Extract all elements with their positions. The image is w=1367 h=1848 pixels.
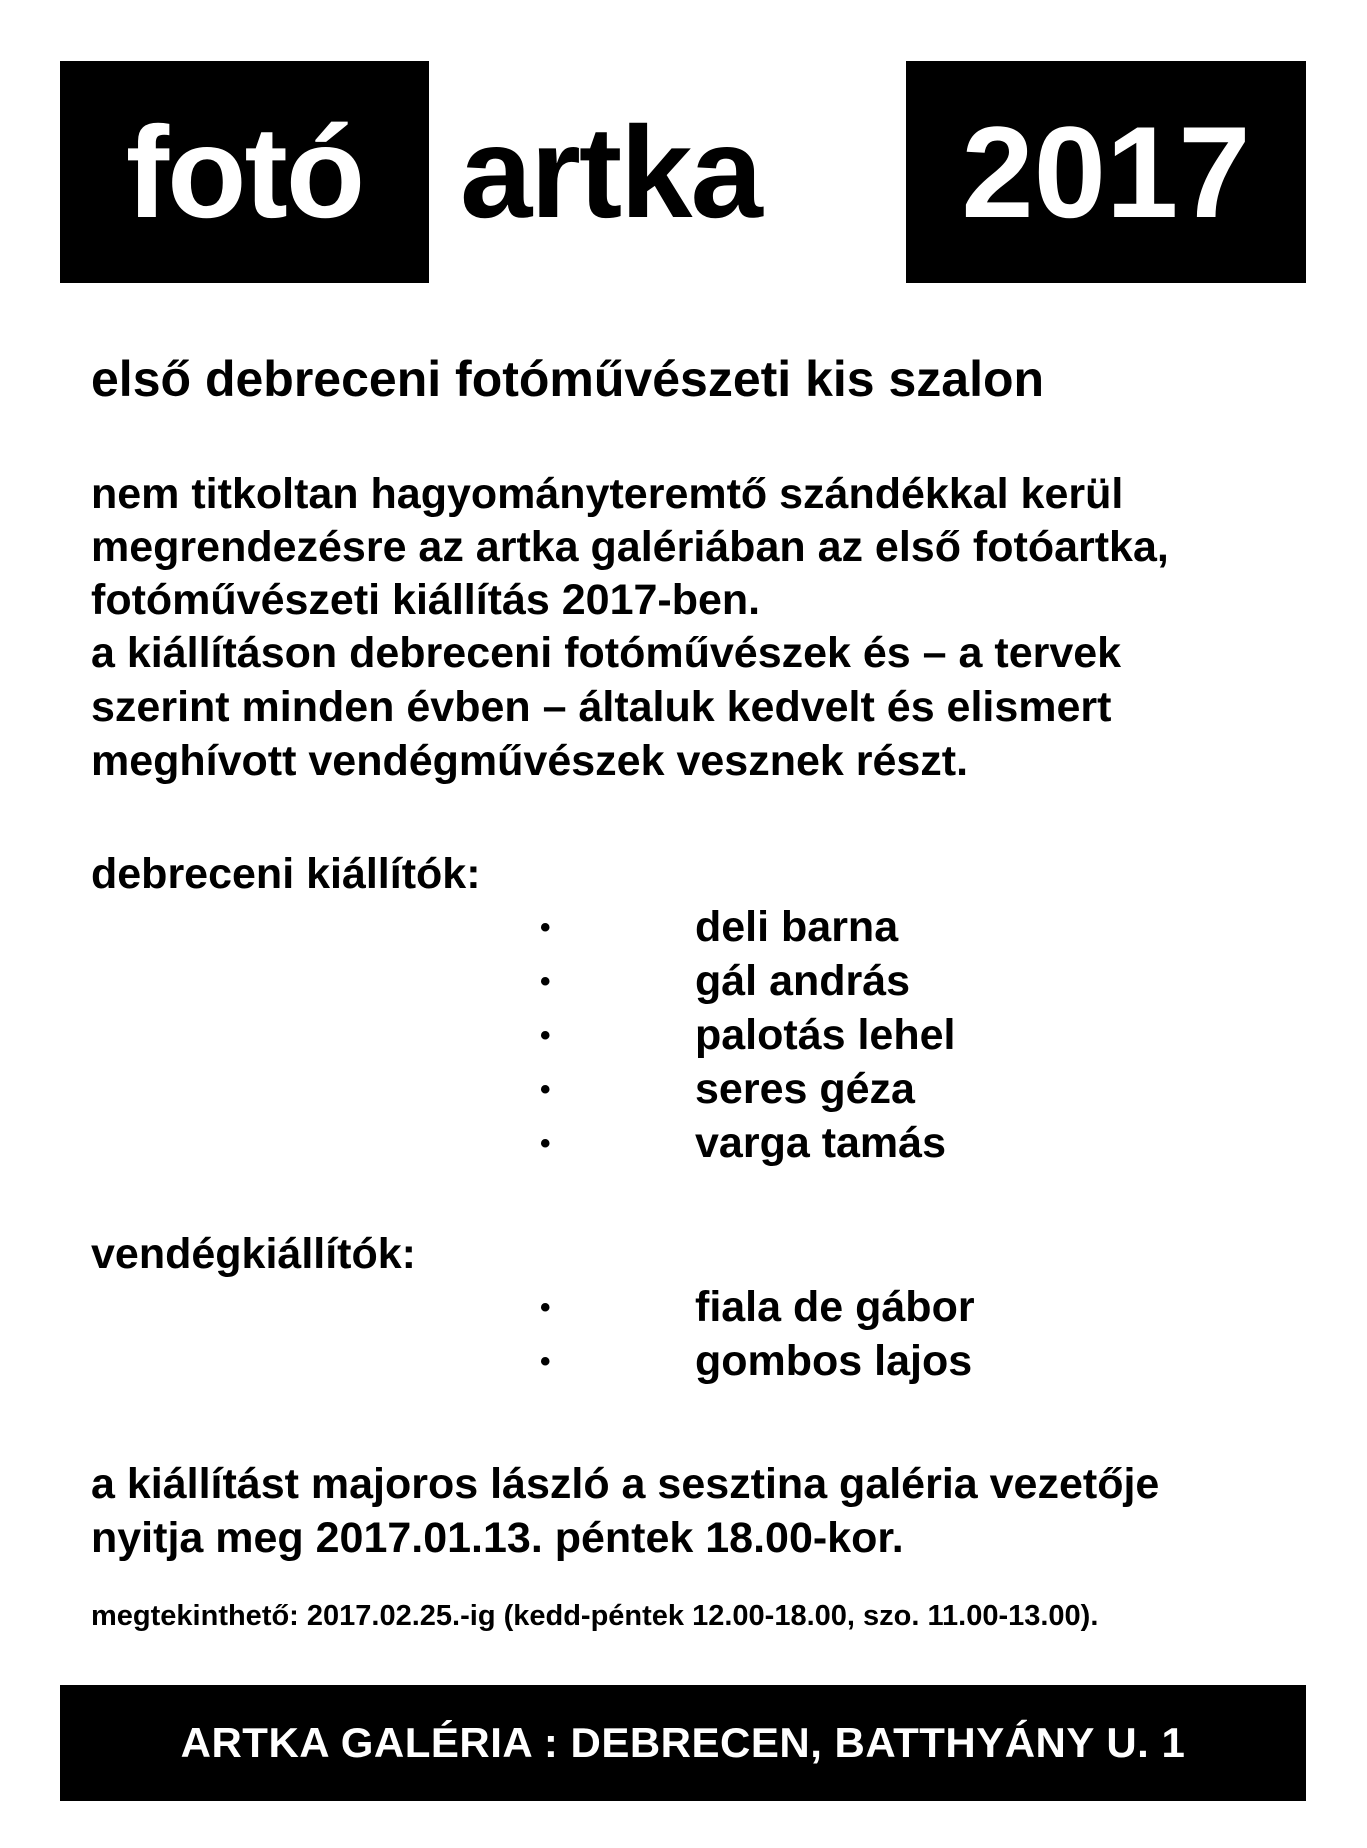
bullet: • (540, 1291, 551, 1324)
title-foto-block (60, 61, 429, 283)
exhibitor-name: varga tamás (695, 1119, 946, 1167)
bullet: • (540, 1019, 551, 1052)
list-item (0, 903, 1367, 957)
bullet: • (540, 911, 551, 944)
intro-line: fotóművészeti kiállítás 2017-ben. (91, 576, 761, 624)
title-year-text: 2017 (961, 99, 1251, 245)
list-item (0, 1065, 1367, 1119)
exhibitor-name: fiala de gábor (695, 1283, 975, 1331)
subtitle: első debreceni fotóművészeti kis szalon (91, 351, 1045, 407)
local-exhibitors-heading: debreceni kiállítók: (91, 850, 481, 898)
viewing-hours: megtekinthető: 2017.02.25.-ig (kedd-péntek 12.00-18.00, szo. 11.00-13.00). (91, 1600, 1099, 1632)
list-item (0, 1283, 1367, 1337)
intro-line: meghívott vendégművészek vesznek részt. (91, 737, 969, 785)
intro-line: megrendezésre az artka galériában az első fotóartka, (91, 523, 1169, 571)
intro-line: nem titkoltan hagyományteremtő szándékkal kerül (91, 470, 1124, 518)
exhibitor-name: deli barna (695, 903, 899, 951)
footer-address-bar (60, 1685, 1306, 1801)
title-year-block (906, 61, 1306, 283)
exhibitor-name: gál andrás (695, 957, 911, 1005)
exhibitor-name: seres géza (695, 1065, 915, 1113)
intro-line: a kiállításon debreceni fotóművészek és – a tervek (91, 629, 1122, 677)
list-item (0, 1011, 1367, 1065)
exhibitor-name: palotás lehel (695, 1011, 956, 1059)
list-item (0, 957, 1367, 1011)
title-foto-text: fotó (125, 99, 364, 245)
list-item (0, 1337, 1367, 1391)
opening-line: a kiállítást majoros lászló a sesztina galéria vezetője (91, 1460, 1160, 1508)
footer-address: ARTKA GALÉRIA : DEBRECEN, BATTHYÁNY U. 1 (180, 1719, 1186, 1766)
bullet: • (540, 1345, 551, 1378)
bullet: • (540, 965, 551, 998)
guest-exhibitors-heading: vendégkiállítók: (91, 1230, 416, 1278)
list-item (0, 1119, 1367, 1173)
bullet: • (540, 1073, 551, 1106)
intro-line: szerint minden évben – általuk kedvelt és elismert (91, 683, 1112, 731)
title-artka-text: artka (460, 99, 761, 245)
opening-line: nyitja meg 2017.01.13. péntek 18.00-kor. (91, 1514, 904, 1562)
exhibitor-name: gombos lajos (695, 1337, 973, 1385)
bullet: • (540, 1127, 551, 1160)
